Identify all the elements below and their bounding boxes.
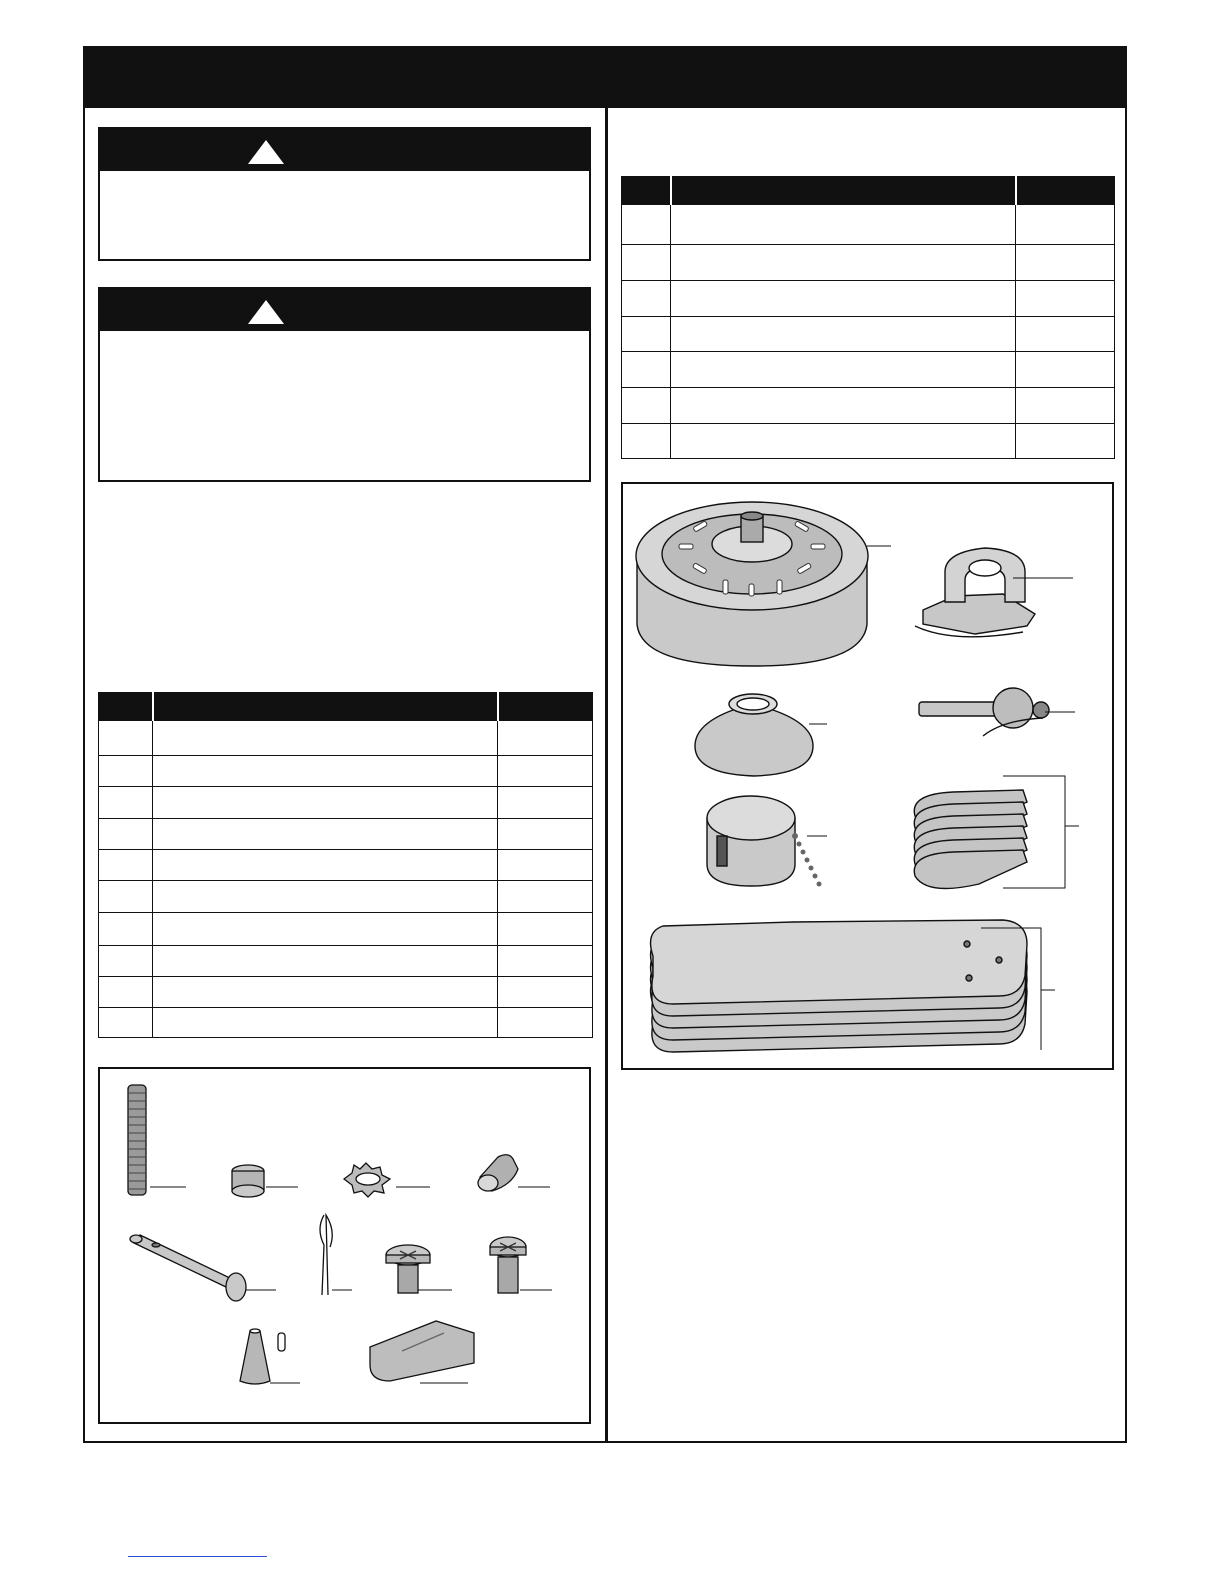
hardware-figure <box>100 1069 589 1422</box>
warning-triangle-icon <box>248 140 284 164</box>
table-row <box>622 388 1115 424</box>
table-row <box>99 721 593 756</box>
table-row <box>622 317 1115 352</box>
table-row <box>622 205 1115 245</box>
table-row <box>99 881 593 913</box>
warning-box-1 <box>98 127 591 261</box>
table-row <box>622 245 1115 281</box>
switch-cup-icon <box>707 796 827 887</box>
footer-underline <box>128 1556 267 1557</box>
table-row <box>99 1008 593 1038</box>
section-title <box>85 62 105 93</box>
col-qty-header <box>1016 177 1115 205</box>
warning-box-2 <box>98 287 591 482</box>
threaded-rod-icon <box>128 1085 186 1195</box>
table-header-row <box>622 177 1115 205</box>
col-description-header <box>153 693 498 721</box>
table-row <box>622 424 1115 459</box>
wire-nut-icon <box>478 1155 550 1191</box>
table-row <box>622 281 1115 317</box>
assembly-figure <box>623 484 1112 1068</box>
assembly-figure-box <box>621 482 1114 1070</box>
col-key-header <box>99 693 153 721</box>
canopy-icon <box>695 694 827 776</box>
table-header-row <box>99 693 593 721</box>
knurled-nut-icon <box>232 1165 298 1197</box>
warning-triangle-icon <box>248 300 284 324</box>
section-header <box>85 48 1125 108</box>
table-row <box>99 787 593 819</box>
parts-table-right <box>621 176 1115 459</box>
column-divider <box>605 108 608 1443</box>
table-row <box>622 352 1115 388</box>
table-row <box>99 756 593 787</box>
screw-large-icon <box>386 1245 452 1293</box>
table-row <box>99 977 593 1008</box>
mounting-bracket-icon <box>915 548 1073 637</box>
cotter-pin-icon <box>320 1215 352 1295</box>
table-row <box>99 913 593 946</box>
clevis-pin-icon <box>130 1235 276 1301</box>
blade-arms-stack-icon <box>914 776 1079 889</box>
lock-washer-icon <box>344 1163 430 1197</box>
balancing-wedge-icon <box>370 1321 474 1383</box>
col-description-header <box>671 177 1016 205</box>
col-key-header <box>622 177 671 205</box>
hardware-figure-box <box>98 1067 591 1424</box>
table-row <box>99 819 593 850</box>
motor-housing-icon <box>636 502 891 666</box>
finial-with-clip-icon <box>240 1329 300 1384</box>
switch-rod-ball-icon <box>919 688 1075 736</box>
fan-blades-stack-icon <box>651 920 1055 1052</box>
screw-small-icon <box>490 1237 552 1293</box>
table-row <box>99 946 593 977</box>
warning-header <box>100 289 589 331</box>
table-row <box>99 850 593 881</box>
col-qty-header <box>498 693 593 721</box>
warning-header <box>100 129 589 171</box>
parts-table-left <box>98 692 593 1038</box>
